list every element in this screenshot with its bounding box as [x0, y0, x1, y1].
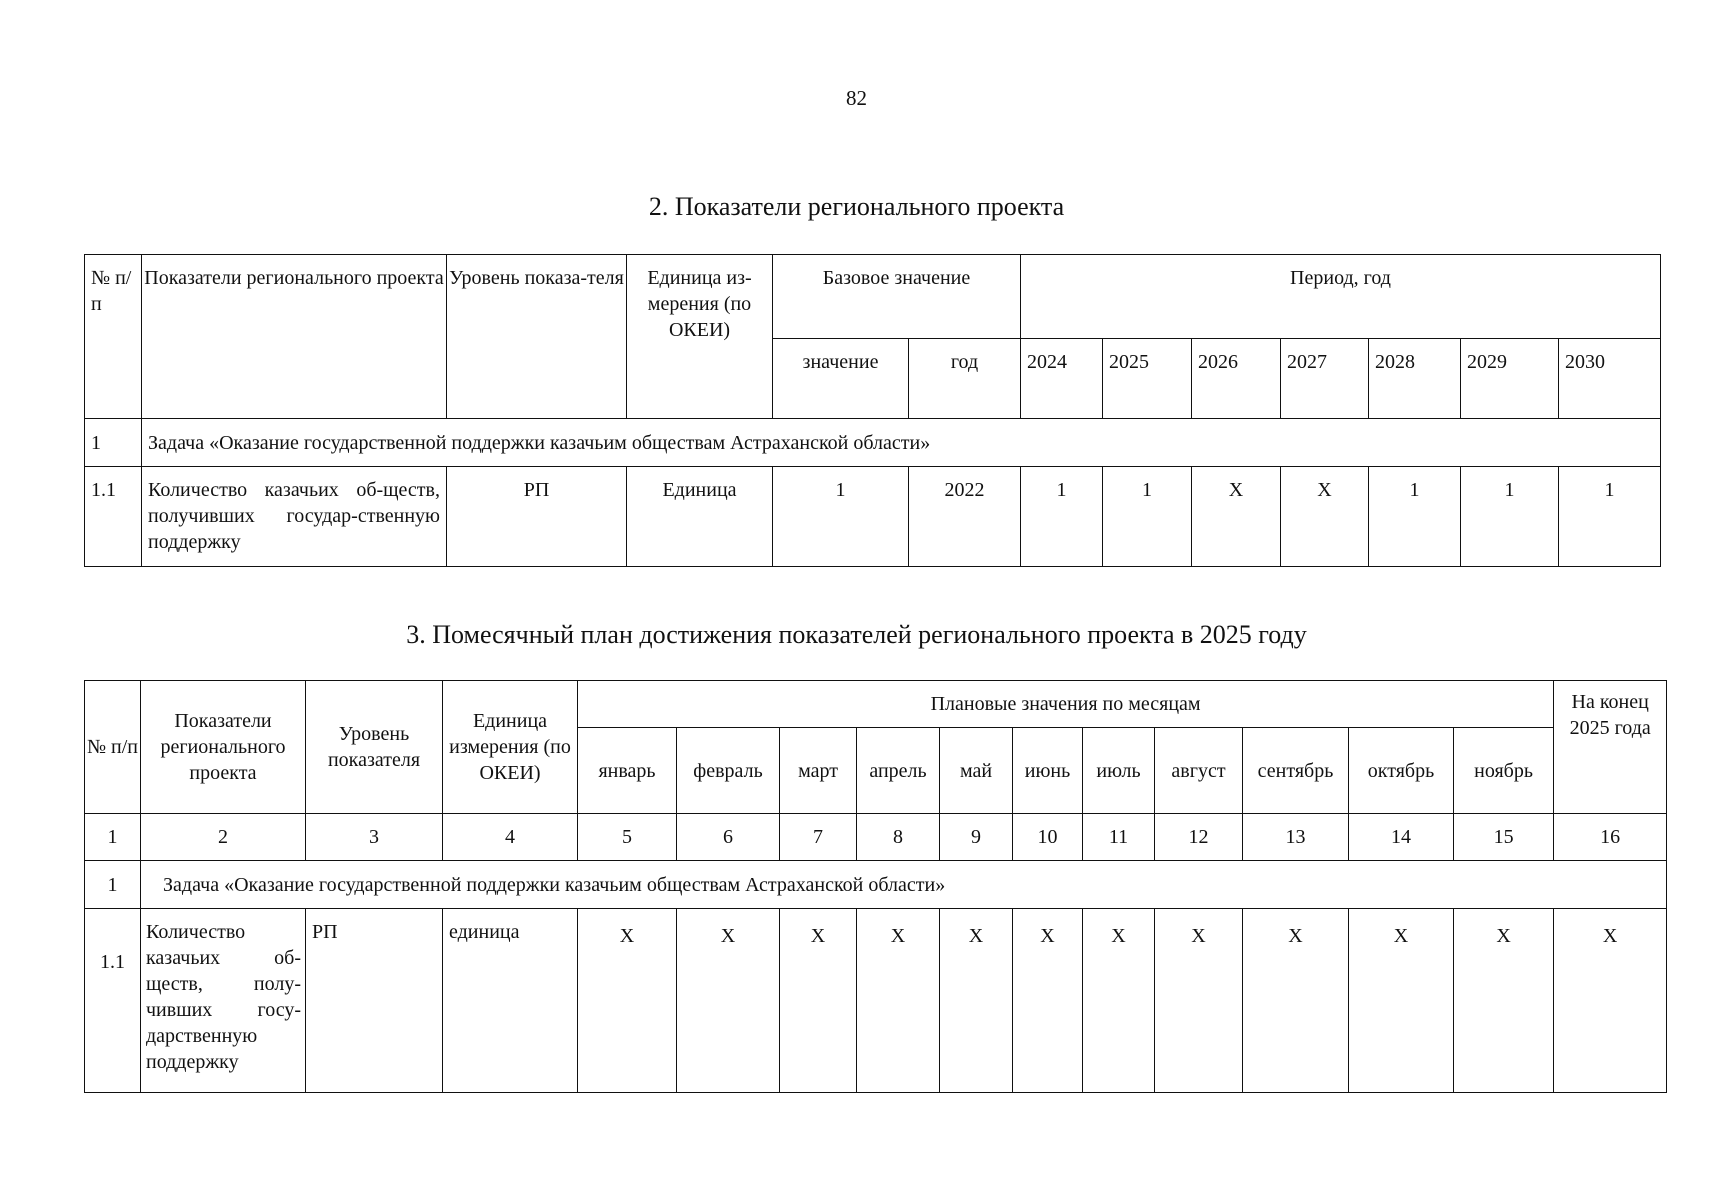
row-indicator: Количество казачьих об-ществ, получивших государ-ственную поддержку — [142, 467, 447, 567]
header-month: июль — [1083, 728, 1155, 814]
row-month-value: Х — [857, 909, 940, 1093]
row-value: 1 — [1369, 467, 1461, 567]
column-number: 7 — [780, 814, 857, 861]
header-month: август — [1155, 728, 1243, 814]
column-number: 8 — [857, 814, 940, 861]
row-num: 1.1 — [85, 909, 141, 1093]
header-base-value: Базовое значение — [773, 255, 1021, 339]
row-month-value: Х — [1349, 909, 1454, 1093]
row-base-year: 2022 — [909, 467, 1021, 567]
column-number: 15 — [1454, 814, 1554, 861]
task-title: Задача «Оказание государственной поддержки казачьим обществам Астраханской области» — [141, 861, 1667, 909]
task-num: 1 — [85, 861, 141, 909]
column-number: 2 — [141, 814, 306, 861]
row-month-value: Х — [940, 909, 1013, 1093]
row-month-value: Х — [780, 909, 857, 1093]
row-value: Х — [1192, 467, 1281, 567]
row-level: РП — [306, 909, 443, 1093]
column-number: 12 — [1155, 814, 1243, 861]
header-indicator: Показатели регионального проекта — [142, 255, 447, 419]
row-month-value: Х — [1083, 909, 1155, 1093]
header-base-value-value: значение — [773, 339, 909, 419]
row-month-value: Х — [578, 909, 677, 1093]
row-month-value: Х — [1454, 909, 1554, 1093]
header-num: № п/п — [85, 681, 141, 814]
row-month-value: Х — [1013, 909, 1083, 1093]
header-planned-values: Плановые значения по месяцам — [578, 681, 1554, 728]
header-month: ноябрь — [1454, 728, 1554, 814]
column-number: 9 — [940, 814, 1013, 861]
header-unit: Единица измерения (по ОКЕИ) — [443, 681, 578, 814]
header-month: январь — [578, 728, 677, 814]
row-month-value: Х — [677, 909, 780, 1093]
row-indicator: Количество казачьих об-ществ, полу-чивших госу-дарственную поддержку — [141, 909, 306, 1093]
header-year: 2024 — [1021, 339, 1103, 419]
row-value: Х — [1281, 467, 1369, 567]
row-month-value: Х — [1155, 909, 1243, 1093]
header-period: Период, год — [1021, 255, 1661, 339]
column-number: 16 — [1554, 814, 1667, 861]
header-year: 2030 — [1559, 339, 1661, 419]
column-number: 13 — [1243, 814, 1349, 861]
header-indicator: Показатели регионального проекта — [141, 681, 306, 814]
header-num: № п/п — [85, 255, 142, 419]
section-3-title: 3. Помесячный план достижения показателей регионального проекта в 2025 году — [406, 620, 1307, 649]
header-year: 2026 — [1192, 339, 1281, 419]
column-number: 10 — [1013, 814, 1083, 861]
row-num: 1.1 — [85, 467, 142, 567]
column-number: 6 — [677, 814, 780, 861]
row-value: 1 — [1559, 467, 1661, 567]
header-level: Уровень показателя — [306, 681, 443, 814]
task-num: 1 — [85, 419, 142, 467]
header-month: октябрь — [1349, 728, 1454, 814]
row-value: 1 — [1461, 467, 1559, 567]
row-month-value: Х — [1243, 909, 1349, 1093]
row-base-value: 1 — [773, 467, 909, 567]
row-level: РП — [447, 467, 627, 567]
header-month: май — [940, 728, 1013, 814]
column-number: 5 — [578, 814, 677, 861]
column-number: 3 — [306, 814, 443, 861]
column-number: 11 — [1083, 814, 1155, 861]
column-number: 14 — [1349, 814, 1454, 861]
row-value: 1 — [1103, 467, 1192, 567]
header-month: февраль — [677, 728, 780, 814]
header-month: апрель — [857, 728, 940, 814]
header-month: март — [780, 728, 857, 814]
header-year: 2029 — [1461, 339, 1559, 419]
header-base-year: год — [909, 339, 1021, 419]
indicators-table — [84, 254, 1661, 567]
monthly-plan-table — [84, 680, 1667, 1093]
row-unit: единица — [443, 909, 578, 1093]
task-title: Задача «Оказание государственной поддержки казачьим обществам Астраханской области» — [142, 419, 1661, 467]
page-number: 82 — [846, 86, 867, 110]
header-month: июнь — [1013, 728, 1083, 814]
row-value: 1 — [1021, 467, 1103, 567]
header-year: 2025 — [1103, 339, 1192, 419]
header-year: 2028 — [1369, 339, 1461, 419]
header-month: сентябрь — [1243, 728, 1349, 814]
row-end-value: Х — [1554, 909, 1667, 1093]
header-level: Уровень показа-теля — [447, 255, 627, 419]
header-end-of-year: На конец 2025 года — [1554, 681, 1667, 814]
row-unit: Единица — [627, 467, 773, 567]
column-number: 1 — [85, 814, 141, 861]
section-2-title: 2. Показатели регионального проекта — [648, 192, 1065, 221]
header-unit: Единица из-мерения (по ОКЕИ) — [627, 255, 773, 419]
header-year: 2027 — [1281, 339, 1369, 419]
column-number: 4 — [443, 814, 578, 861]
